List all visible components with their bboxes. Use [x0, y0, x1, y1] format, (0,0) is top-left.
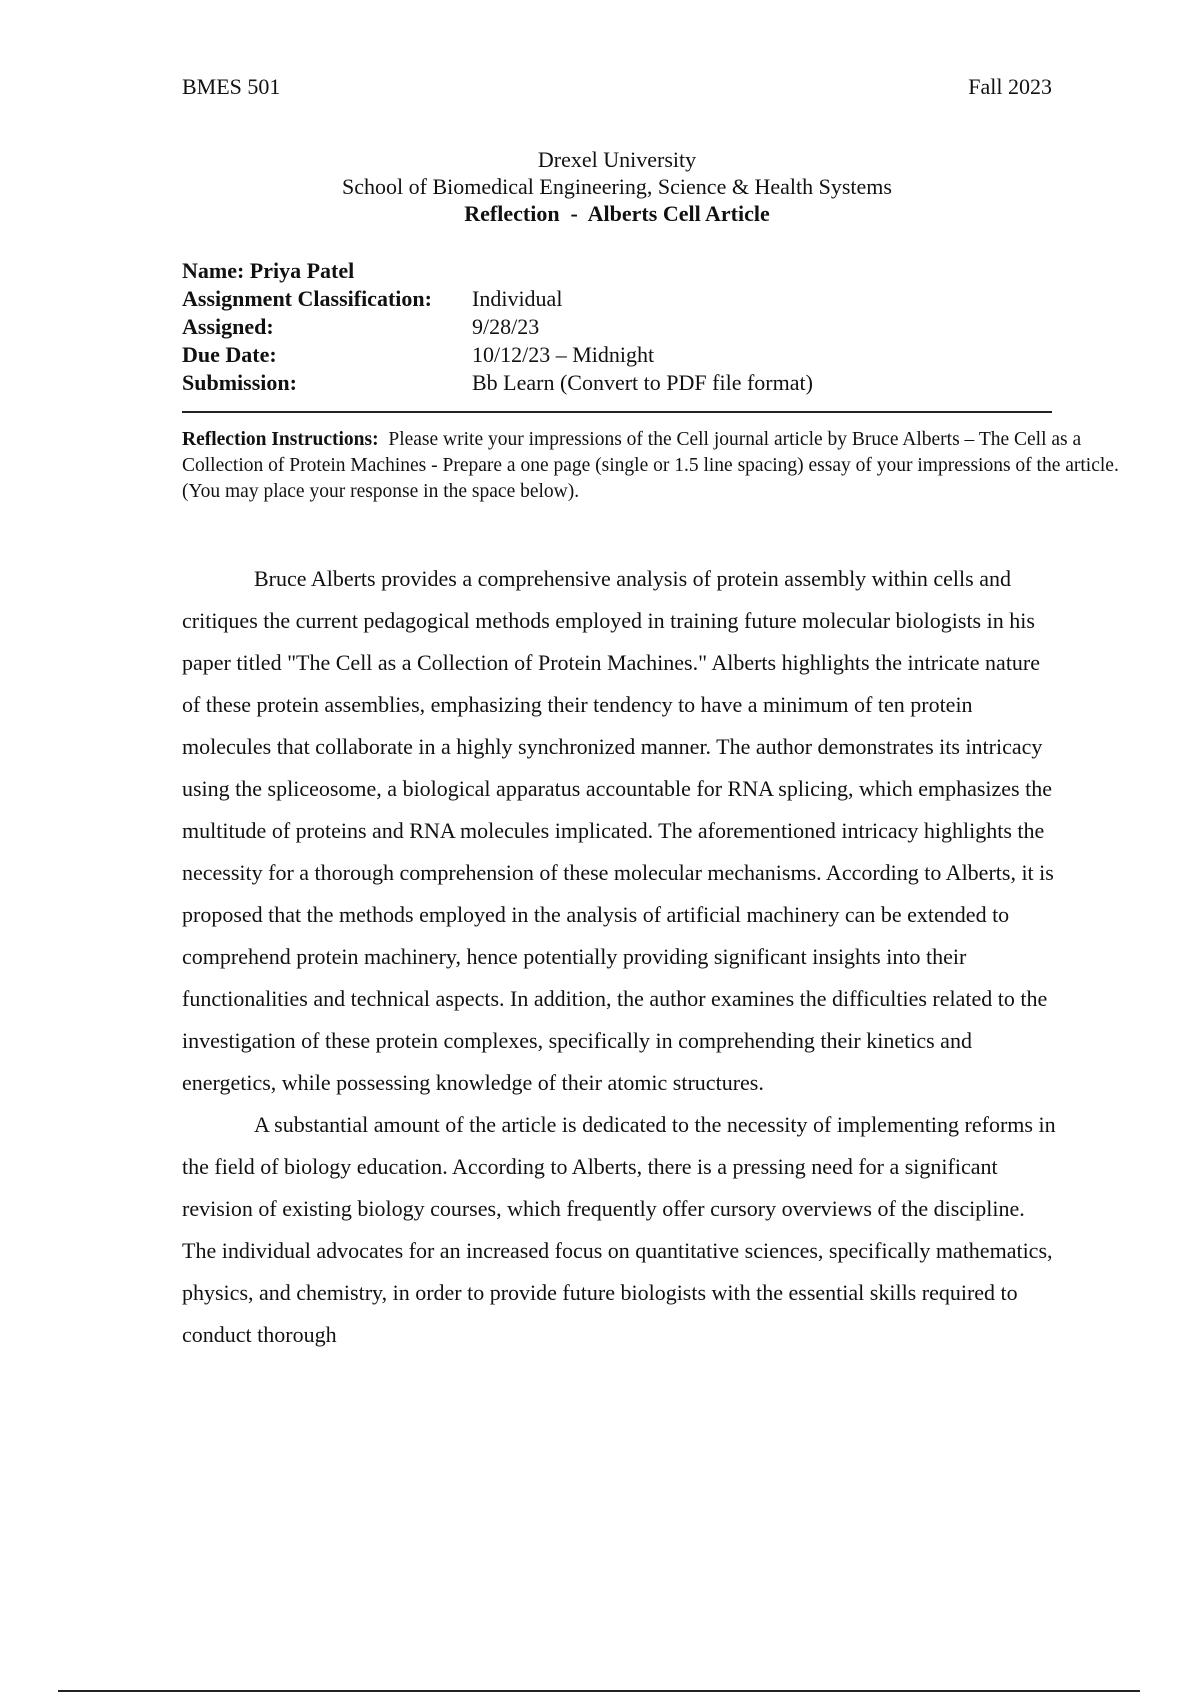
submission-label: Submission:: [182, 370, 297, 395]
essay-paragraph-2-text: A substantial amount of the article is dedicated to the necessity of implementing reforms in the field of biology education. According to Alberts, there is a pressing need for a significant revision of existing biology courses, which frequently offer cursory overviews of the discipline. The individual advocates for an increased focus on quantitative sciences, specifically mathematics, physics, and chemistry, in order to provide future biologists with the essential skills required to conduct thorough: [182, 1112, 1056, 1347]
school-name: School of Biomedical Engineering, Science & Health Systems: [342, 174, 892, 199]
assignment-title: Reflection - Alberts Cell Article: [464, 201, 770, 226]
due-date-label: Due Date:: [182, 342, 277, 367]
due-date-value: 10/12/23 – Midnight: [472, 342, 655, 367]
student-name: Name: Priya Patel: [182, 258, 355, 283]
term: Fall 2023: [968, 74, 1052, 99]
meta-row-classification: [182, 285, 813, 313]
essay-paragraph-1-text: Bruce Alberts provides a comprehensive analysis of protein assembly within cells and critiques the current pedagogical methods employed in training future molecular biologists in his paper titled "The Cell as a Collection of Protein Machines." Alberts highlights the intricate nature of these protein assemblies, emphasizing their tendency to have a minimum of ten protein molecules that collaborate in a highly synchronized manner. The author demonstrates its intricacy using the spliceosome, a biological apparatus accountable for RNA splicing, which emphasizes the multitude of proteins and RNA molecules implicated. The aforementioned intricacy highlights the necessity for a thorough comprehension of these molecular mechanisms. According to Alberts, it is proposed that the methods employed in the analysis of artificial machinery can be extended to comprehend protein machinery, hence potentially providing significant insights into their functionalities and technical aspects. In addition, the author examines the difficulties related to the investigation of these protein complexes, specifically in comprehending their kinetics and energetics, while possessing knowledge of their atomic structures.: [182, 566, 1054, 1095]
meta-row-due: [182, 341, 813, 369]
essay-body: [182, 558, 1062, 1356]
university-name: Drexel University: [537, 147, 697, 172]
assigned-value: 9/28/23: [472, 314, 540, 339]
course-code: BMES 501: [182, 74, 281, 99]
meta-row-submission: [182, 369, 813, 397]
instructions-text: Please write your impressions of the Cell journal article by Bruce Alberts – The Cell as a Collection of Protein Machines - Prepare a one page (single or 1.5 line spacing) essay of your impressions of the article. (You may place your response in the space below).: [182, 429, 1119, 502]
meta-row-name: [182, 257, 813, 285]
classification-value: Individual: [472, 286, 563, 311]
assignment-meta: [182, 257, 813, 397]
page-bottom-border: [58, 1690, 1140, 1692]
meta-row-assigned: [182, 313, 813, 341]
instructions-label: Reflection Instructions:: [182, 429, 379, 450]
reflection-instructions: [182, 427, 1132, 505]
title-block: [0, 146, 1200, 227]
essay-paragraph: [182, 1104, 1062, 1356]
submission-value: Bb Learn (Convert to PDF file format): [472, 370, 813, 395]
assigned-label: Assigned:: [182, 314, 274, 339]
essay-paragraph: [182, 558, 1062, 1104]
classification-label: Assignment Classification:: [182, 286, 432, 311]
section-divider: [182, 411, 1052, 413]
